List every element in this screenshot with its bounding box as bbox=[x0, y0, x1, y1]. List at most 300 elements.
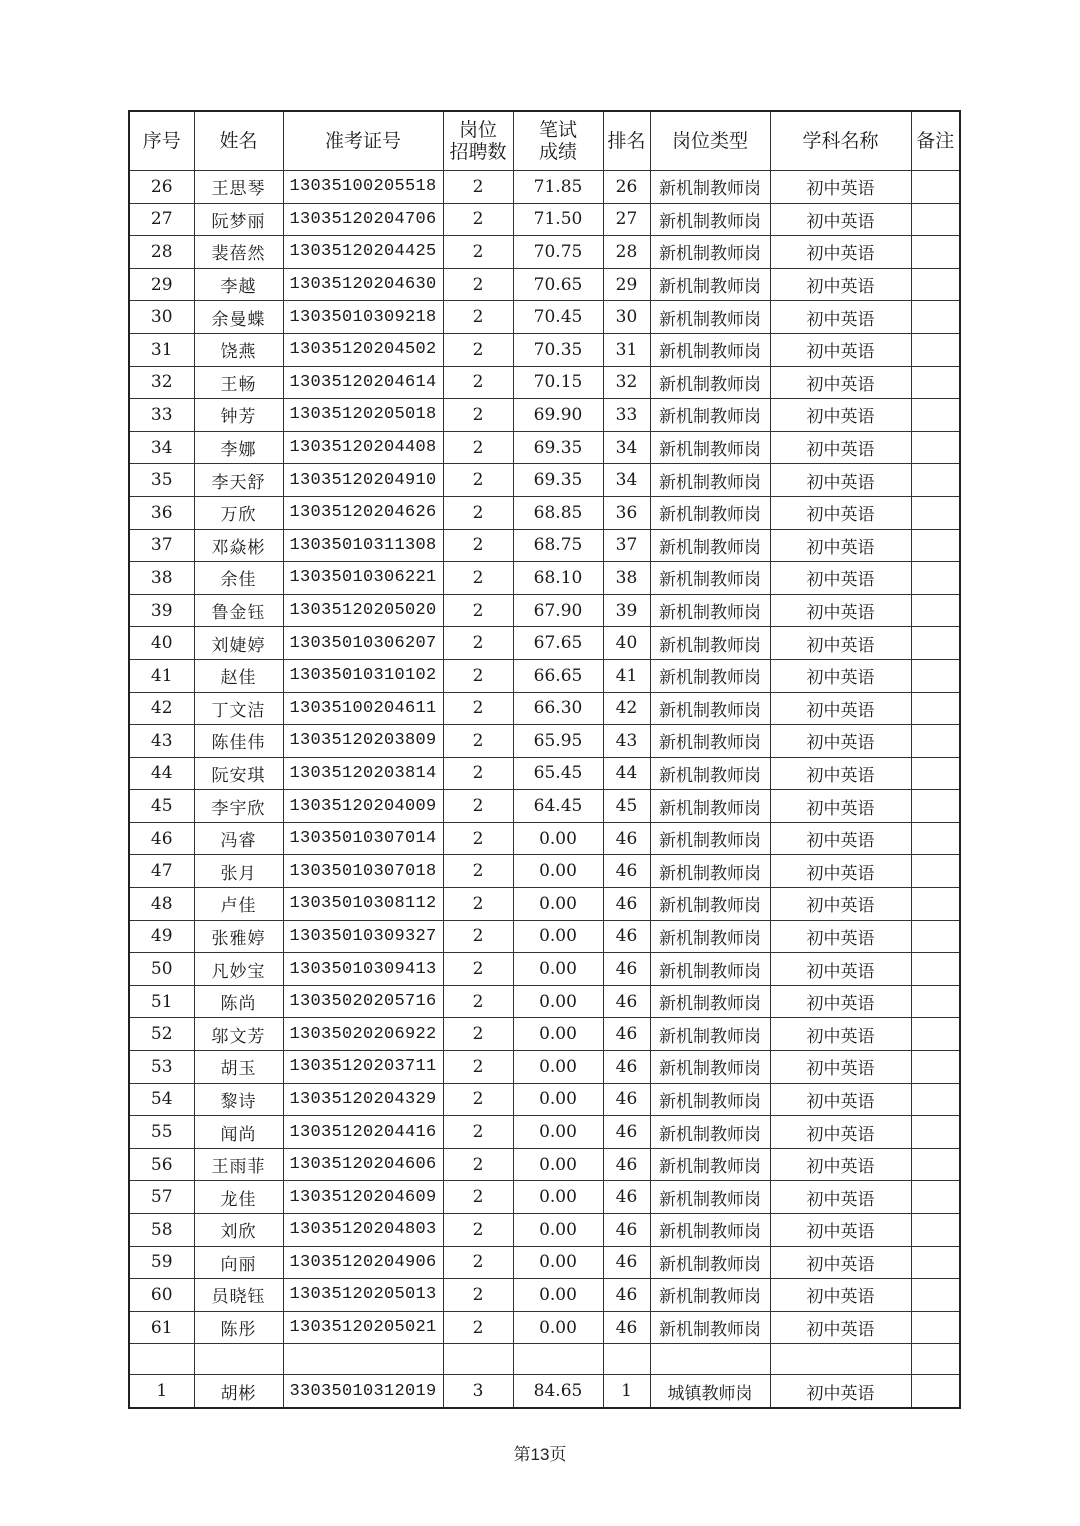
cell-remarks bbox=[911, 268, 960, 301]
cell-rank: 44 bbox=[603, 757, 650, 790]
cell-score: 0.00 bbox=[513, 1214, 603, 1247]
table-row bbox=[129, 268, 960, 301]
cell-rank: 36 bbox=[603, 496, 650, 529]
cell-index: 27 bbox=[129, 203, 194, 236]
cell-index: 37 bbox=[129, 529, 194, 562]
cell-positions: 2 bbox=[443, 1051, 513, 1084]
cell-ticket: 13035120204416 bbox=[283, 1116, 443, 1149]
cell-subject: 初中英语 bbox=[770, 203, 911, 236]
cell-positions bbox=[443, 1344, 513, 1375]
cell-subject: 初中英语 bbox=[770, 301, 911, 334]
cell-score: 0.00 bbox=[513, 985, 603, 1018]
cell-post-type: 新机制教师岗 bbox=[650, 757, 770, 790]
cell-remarks bbox=[911, 399, 960, 432]
cell-remarks bbox=[911, 1083, 960, 1116]
cell-index: 53 bbox=[129, 1051, 194, 1084]
cell-remarks bbox=[911, 822, 960, 855]
cell-remarks bbox=[911, 790, 960, 823]
table-row bbox=[129, 1083, 960, 1116]
cell-index: 51 bbox=[129, 985, 194, 1018]
cell-index: 36 bbox=[129, 496, 194, 529]
cell-positions: 2 bbox=[443, 1083, 513, 1116]
cell-ticket: 13035010311308 bbox=[283, 529, 443, 562]
cell-ticket: 13035120205018 bbox=[283, 399, 443, 432]
cell-name: 黎诗 bbox=[194, 1083, 283, 1116]
cell-name: 万欣 bbox=[194, 496, 283, 529]
cell-post-type: 新机制教师岗 bbox=[650, 171, 770, 204]
cell-rank: 32 bbox=[603, 366, 650, 399]
cell-subject: 初中英语 bbox=[770, 1083, 911, 1116]
table-body bbox=[129, 171, 960, 1408]
cell-rank: 30 bbox=[603, 301, 650, 334]
cell-subject: 初中英语 bbox=[770, 1148, 911, 1181]
table-row bbox=[129, 1148, 960, 1181]
cell-name: 李宇欣 bbox=[194, 790, 283, 823]
cell-post-type: 新机制教师岗 bbox=[650, 301, 770, 334]
cell-remarks bbox=[911, 366, 960, 399]
cell-subject: 初中英语 bbox=[770, 985, 911, 1018]
cell-remarks bbox=[911, 855, 960, 888]
cell-positions: 2 bbox=[443, 171, 513, 204]
cell-index: 39 bbox=[129, 594, 194, 627]
cell-rank: 45 bbox=[603, 790, 650, 823]
header-name: 姓名 bbox=[194, 111, 283, 171]
cell-rank: 33 bbox=[603, 399, 650, 432]
cell-rank bbox=[603, 1344, 650, 1375]
cell-positions: 2 bbox=[443, 790, 513, 823]
cell-positions: 2 bbox=[443, 627, 513, 660]
cell-positions: 2 bbox=[443, 268, 513, 301]
cell-subject: 初中英语 bbox=[770, 855, 911, 888]
cell-ticket: 13035010308112 bbox=[283, 888, 443, 921]
cell-subject: 初中英语 bbox=[770, 1279, 911, 1312]
cell-name: 鲁金钰 bbox=[194, 594, 283, 627]
cell-positions: 2 bbox=[443, 757, 513, 790]
cell-positions: 2 bbox=[443, 1214, 513, 1247]
cell-post-type: 新机制教师岗 bbox=[650, 1181, 770, 1214]
cell-positions: 2 bbox=[443, 953, 513, 986]
header-score-line1: 笔试 bbox=[538, 119, 577, 141]
cell-remarks bbox=[911, 171, 960, 204]
cell-post-type: 新机制教师岗 bbox=[650, 268, 770, 301]
cell-name: 刘婕婷 bbox=[194, 627, 283, 660]
cell-ticket: 13035120204803 bbox=[283, 1214, 443, 1247]
cell-subject: 初中英语 bbox=[770, 1311, 911, 1344]
cell-score: 0.00 bbox=[513, 1246, 603, 1279]
cell-index: 46 bbox=[129, 822, 194, 855]
header-post-type: 岗位类型 bbox=[650, 111, 770, 171]
cell-positions: 2 bbox=[443, 333, 513, 366]
table-row bbox=[129, 1018, 960, 1051]
cell-subject: 初中英语 bbox=[770, 562, 911, 595]
cell-name: 冯睿 bbox=[194, 822, 283, 855]
cell-score: 0.00 bbox=[513, 920, 603, 953]
cell-name: 卢佳 bbox=[194, 888, 283, 921]
page-number: 第13页 bbox=[513, 1445, 567, 1464]
cell-score: 70.45 bbox=[513, 301, 603, 334]
cell-rank: 46 bbox=[603, 953, 650, 986]
cell-positions: 2 bbox=[443, 822, 513, 855]
cell-post-type: 新机制教师岗 bbox=[650, 1246, 770, 1279]
cell-score: 67.65 bbox=[513, 627, 603, 660]
cell-index: 59 bbox=[129, 1246, 194, 1279]
table-row bbox=[129, 659, 960, 692]
cell-score: 66.65 bbox=[513, 659, 603, 692]
cell-post-type: 新机制教师岗 bbox=[650, 496, 770, 529]
cell-index: 44 bbox=[129, 757, 194, 790]
cell-ticket: 13035120204706 bbox=[283, 203, 443, 236]
cell-score: 0.00 bbox=[513, 953, 603, 986]
cell-index: 40 bbox=[129, 627, 194, 660]
results-table bbox=[128, 110, 961, 1409]
cell-remarks bbox=[911, 953, 960, 986]
cell-post-type: 新机制教师岗 bbox=[650, 953, 770, 986]
cell-remarks bbox=[911, 985, 960, 1018]
cell-index: 33 bbox=[129, 399, 194, 432]
cell-positions: 2 bbox=[443, 985, 513, 1018]
cell-positions: 2 bbox=[443, 1246, 513, 1279]
cell-ticket: 13035120205021 bbox=[283, 1311, 443, 1344]
cell-score: 70.35 bbox=[513, 333, 603, 366]
cell-post-type: 新机制教师岗 bbox=[650, 594, 770, 627]
table-row bbox=[129, 1214, 960, 1247]
cell-index: 28 bbox=[129, 236, 194, 269]
cell-index: 57 bbox=[129, 1181, 194, 1214]
table-row bbox=[129, 1051, 960, 1084]
cell-name: 饶燕 bbox=[194, 333, 283, 366]
cell-post-type: 新机制教师岗 bbox=[650, 627, 770, 660]
cell-remarks bbox=[911, 1375, 960, 1408]
cell-name: 赵佳 bbox=[194, 659, 283, 692]
cell-remarks bbox=[911, 1214, 960, 1247]
cell-remarks bbox=[911, 692, 960, 725]
header-score-line2: 成绩 bbox=[538, 141, 577, 163]
cell-subject: 初中英语 bbox=[770, 594, 911, 627]
cell-subject: 初中英语 bbox=[770, 529, 911, 562]
table-row bbox=[129, 1181, 960, 1214]
cell-name: 陈佳伟 bbox=[194, 725, 283, 758]
cell-rank: 43 bbox=[603, 725, 650, 758]
cell-positions: 2 bbox=[443, 496, 513, 529]
cell-remarks bbox=[911, 1344, 960, 1375]
cell-ticket: 13035120203814 bbox=[283, 757, 443, 790]
cell-index: 58 bbox=[129, 1214, 194, 1247]
cell-score: 0.00 bbox=[513, 1279, 603, 1312]
cell-ticket: 13035120205013 bbox=[283, 1279, 443, 1312]
cell-positions: 2 bbox=[443, 562, 513, 595]
header-index: 序号 bbox=[129, 111, 194, 171]
cell-subject: 初中英语 bbox=[770, 627, 911, 660]
cell-post-type: 新机制教师岗 bbox=[650, 822, 770, 855]
cell-ticket: 13035100204611 bbox=[283, 692, 443, 725]
cell-ticket: 13035120204408 bbox=[283, 431, 443, 464]
table-row bbox=[129, 562, 960, 595]
cell-positions: 2 bbox=[443, 1279, 513, 1312]
cell-subject: 初中英语 bbox=[770, 920, 911, 953]
cell-score: 69.90 bbox=[513, 399, 603, 432]
cell-index: 50 bbox=[129, 953, 194, 986]
cell-post-type: 新机制教师岗 bbox=[650, 431, 770, 464]
cell-subject: 初中英语 bbox=[770, 888, 911, 921]
cell-rank: 46 bbox=[603, 1083, 650, 1116]
header-row bbox=[129, 111, 960, 171]
cell-name: 凡妙宝 bbox=[194, 953, 283, 986]
cell-score: 69.35 bbox=[513, 464, 603, 497]
cell-post-type: 新机制教师岗 bbox=[650, 333, 770, 366]
cell-subject: 初中英语 bbox=[770, 464, 911, 497]
cell-name: 阮梦丽 bbox=[194, 203, 283, 236]
cell-ticket: 13035020206922 bbox=[283, 1018, 443, 1051]
cell-score: 70.15 bbox=[513, 366, 603, 399]
cell-score: 68.75 bbox=[513, 529, 603, 562]
cell-post-type: 新机制教师岗 bbox=[650, 1051, 770, 1084]
cell-positions: 2 bbox=[443, 594, 513, 627]
table-row bbox=[129, 855, 960, 888]
cell-name: 向丽 bbox=[194, 1246, 283, 1279]
cell-positions: 2 bbox=[443, 366, 513, 399]
cell-remarks bbox=[911, 627, 960, 660]
cell-remarks bbox=[911, 203, 960, 236]
cell-remarks bbox=[911, 725, 960, 758]
table-row bbox=[129, 399, 960, 432]
cell-ticket: 13035120204626 bbox=[283, 496, 443, 529]
table-row bbox=[129, 725, 960, 758]
cell-ticket: 13035120204009 bbox=[283, 790, 443, 823]
cell-positions: 2 bbox=[443, 399, 513, 432]
cell-name: 闻尚 bbox=[194, 1116, 283, 1149]
cell-name: 陈彤 bbox=[194, 1311, 283, 1344]
cell-post-type: 新机制教师岗 bbox=[650, 1018, 770, 1051]
cell-score: 0.00 bbox=[513, 1083, 603, 1116]
cell-remarks bbox=[911, 1279, 960, 1312]
cell-ticket: 13035120204425 bbox=[283, 236, 443, 269]
cell-score: 0.00 bbox=[513, 1018, 603, 1051]
cell-post-type: 城镇教师岗 bbox=[650, 1375, 770, 1408]
cell-index: 54 bbox=[129, 1083, 194, 1116]
table-row bbox=[129, 333, 960, 366]
cell-remarks bbox=[911, 757, 960, 790]
cell-rank: 46 bbox=[603, 1148, 650, 1181]
cell-post-type: 新机制教师岗 bbox=[650, 1311, 770, 1344]
cell-index: 34 bbox=[129, 431, 194, 464]
cell-subject: 初中英语 bbox=[770, 757, 911, 790]
table-row bbox=[129, 692, 960, 725]
cell-remarks bbox=[911, 1018, 960, 1051]
cell-positions: 2 bbox=[443, 888, 513, 921]
table-row bbox=[129, 1375, 960, 1408]
cell-name: 胡玉 bbox=[194, 1051, 283, 1084]
cell-name: 丁文洁 bbox=[194, 692, 283, 725]
cell-remarks bbox=[911, 1051, 960, 1084]
cell-subject: 初中英语 bbox=[770, 1375, 911, 1408]
cell-ticket: 13035010307018 bbox=[283, 855, 443, 888]
cell-rank: 46 bbox=[603, 822, 650, 855]
cell-index: 29 bbox=[129, 268, 194, 301]
cell-remarks bbox=[911, 333, 960, 366]
cell-remarks bbox=[911, 562, 960, 595]
cell-ticket: 13035120204906 bbox=[283, 1246, 443, 1279]
cell-score: 70.75 bbox=[513, 236, 603, 269]
cell-subject: 初中英语 bbox=[770, 431, 911, 464]
table-row bbox=[129, 953, 960, 986]
cell-index: 49 bbox=[129, 920, 194, 953]
cell-index: 55 bbox=[129, 1116, 194, 1149]
cell-rank: 34 bbox=[603, 464, 650, 497]
cell-subject: 初中英语 bbox=[770, 692, 911, 725]
header-ticket: 准考证号 bbox=[283, 111, 443, 171]
cell-score: 66.30 bbox=[513, 692, 603, 725]
table-row bbox=[129, 203, 960, 236]
header-rank: 排名 bbox=[603, 111, 650, 171]
cell-ticket: 13035120204609 bbox=[283, 1181, 443, 1214]
cell-subject: 初中英语 bbox=[770, 725, 911, 758]
cell-positions: 2 bbox=[443, 855, 513, 888]
cell-rank: 46 bbox=[603, 920, 650, 953]
table-row bbox=[129, 301, 960, 334]
cell-subject: 初中英语 bbox=[770, 659, 911, 692]
cell-post-type: 新机制教师岗 bbox=[650, 529, 770, 562]
cell-score: 64.45 bbox=[513, 790, 603, 823]
cell-index: 61 bbox=[129, 1311, 194, 1344]
cell-score: 0.00 bbox=[513, 1311, 603, 1344]
cell-name: 龙佳 bbox=[194, 1181, 283, 1214]
cell-rank: 34 bbox=[603, 431, 650, 464]
header-positions bbox=[443, 111, 513, 171]
cell-rank: 46 bbox=[603, 888, 650, 921]
cell-score: 65.95 bbox=[513, 725, 603, 758]
cell-subject: 初中英语 bbox=[770, 268, 911, 301]
cell-post-type: 新机制教师岗 bbox=[650, 725, 770, 758]
cell-name: 钟芳 bbox=[194, 399, 283, 432]
cell-rank: 46 bbox=[603, 1311, 650, 1344]
cell-ticket: 13035120204910 bbox=[283, 464, 443, 497]
cell-positions: 2 bbox=[443, 659, 513, 692]
cell-rank: 46 bbox=[603, 1214, 650, 1247]
table-row bbox=[129, 920, 960, 953]
cell-rank: 46 bbox=[603, 985, 650, 1018]
cell-name: 邬文芳 bbox=[194, 1018, 283, 1051]
cell-rank: 46 bbox=[603, 1018, 650, 1051]
header-score bbox=[513, 111, 603, 171]
cell-positions: 2 bbox=[443, 529, 513, 562]
cell-ticket: 13035120204329 bbox=[283, 1083, 443, 1116]
cell-rank: 37 bbox=[603, 529, 650, 562]
cell-rank: 46 bbox=[603, 1116, 650, 1149]
cell-post-type: 新机制教师岗 bbox=[650, 1279, 770, 1312]
cell-positions: 2 bbox=[443, 725, 513, 758]
table-row bbox=[129, 757, 960, 790]
header-remarks: 备注 bbox=[911, 111, 960, 171]
cell-post-type: 新机制教师岗 bbox=[650, 366, 770, 399]
cell-post-type: 新机制教师岗 bbox=[650, 888, 770, 921]
cell-post-type: 新机制教师岗 bbox=[650, 855, 770, 888]
cell-index: 41 bbox=[129, 659, 194, 692]
cell-remarks bbox=[911, 529, 960, 562]
cell-subject: 初中英语 bbox=[770, 496, 911, 529]
cell-remarks bbox=[911, 888, 960, 921]
cell-score: 71.50 bbox=[513, 203, 603, 236]
cell-ticket: 13035010309218 bbox=[283, 301, 443, 334]
cell-index: 43 bbox=[129, 725, 194, 758]
table-row bbox=[129, 985, 960, 1018]
cell-remarks bbox=[911, 301, 960, 334]
table-row bbox=[129, 888, 960, 921]
cell-remarks bbox=[911, 1311, 960, 1344]
cell-ticket: 13035120204606 bbox=[283, 1148, 443, 1181]
cell-subject: 初中英语 bbox=[770, 1116, 911, 1149]
cell-name: 裴蓓然 bbox=[194, 236, 283, 269]
cell-post-type: 新机制教师岗 bbox=[650, 236, 770, 269]
cell-post-type: 新机制教师岗 bbox=[650, 1214, 770, 1247]
cell-ticket: 13035010310102 bbox=[283, 659, 443, 692]
cell-ticket: 33035010312019 bbox=[283, 1375, 443, 1408]
table-row bbox=[129, 431, 960, 464]
cell-score: 0.00 bbox=[513, 1181, 603, 1214]
cell-post-type: 新机制教师岗 bbox=[650, 399, 770, 432]
cell-ticket: 13035120204502 bbox=[283, 333, 443, 366]
cell-remarks bbox=[911, 236, 960, 269]
cell-positions: 2 bbox=[443, 1018, 513, 1051]
table-row bbox=[129, 1311, 960, 1344]
cell-rank: 46 bbox=[603, 1181, 650, 1214]
cell-index: 52 bbox=[129, 1018, 194, 1051]
cell-positions: 2 bbox=[443, 1116, 513, 1149]
cell-positions: 2 bbox=[443, 464, 513, 497]
cell-name: 张雅婷 bbox=[194, 920, 283, 953]
cell-post-type: 新机制教师岗 bbox=[650, 1116, 770, 1149]
cell-name: 李天舒 bbox=[194, 464, 283, 497]
cell-ticket: 13035010306207 bbox=[283, 627, 443, 660]
cell-remarks bbox=[911, 496, 960, 529]
cell-index: 42 bbox=[129, 692, 194, 725]
table-row bbox=[129, 1116, 960, 1149]
cell-ticket: 13035010309413 bbox=[283, 953, 443, 986]
cell-post-type: 新机制教师岗 bbox=[650, 1083, 770, 1116]
header-positions-line1: 岗位 bbox=[458, 119, 497, 141]
cell-ticket: 13035010307014 bbox=[283, 822, 443, 855]
cell-index: 26 bbox=[129, 171, 194, 204]
cell-rank: 46 bbox=[603, 1246, 650, 1279]
cell-positions: 2 bbox=[443, 1148, 513, 1181]
cell-ticket: 13035010309327 bbox=[283, 920, 443, 953]
cell-positions: 2 bbox=[443, 236, 513, 269]
cell-post-type: 新机制教师岗 bbox=[650, 203, 770, 236]
cell-index: 1 bbox=[129, 1375, 194, 1408]
cell-ticket: 13035120204630 bbox=[283, 268, 443, 301]
cell-subject: 初中英语 bbox=[770, 171, 911, 204]
cell-remarks bbox=[911, 594, 960, 627]
cell-score: 0.00 bbox=[513, 888, 603, 921]
cell-post-type: 新机制教师岗 bbox=[650, 562, 770, 595]
cell-index: 45 bbox=[129, 790, 194, 823]
table-row bbox=[129, 1279, 960, 1312]
cell-index bbox=[129, 1344, 194, 1375]
cell-score: 0.00 bbox=[513, 1148, 603, 1181]
cell-score: 67.90 bbox=[513, 594, 603, 627]
cell-name: 余曼蝶 bbox=[194, 301, 283, 334]
cell-rank: 46 bbox=[603, 855, 650, 888]
cell-subject: 初中英语 bbox=[770, 1051, 911, 1084]
cell-index: 47 bbox=[129, 855, 194, 888]
table-row bbox=[129, 790, 960, 823]
cell-ticket: 13035120203711 bbox=[283, 1051, 443, 1084]
cell-positions: 2 bbox=[443, 431, 513, 464]
header-positions-line2: 招聘数 bbox=[449, 141, 507, 163]
cell-score: 68.10 bbox=[513, 562, 603, 595]
cell-post-type: 新机制教师岗 bbox=[650, 920, 770, 953]
cell-subject: 初中英语 bbox=[770, 790, 911, 823]
cell-score: 84.65 bbox=[513, 1375, 603, 1408]
